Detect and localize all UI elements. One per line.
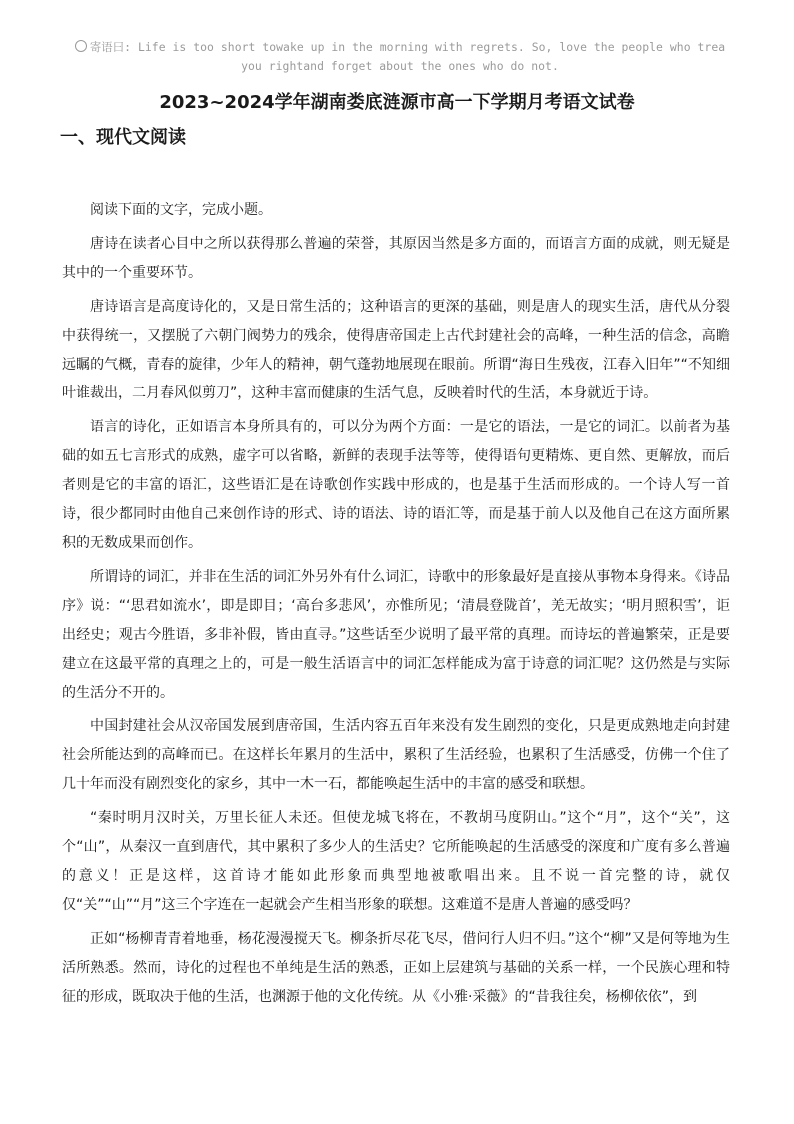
page-title: 2023~2024学年湖南娄底涟源市高一下学期月考语文试卷 xyxy=(159,92,635,113)
paragraph: “秦时明月汉时关，万里长征人未还。但使龙城飞将在，不教胡马度阴山。”这个“月”，这个“关”，这个“山”，从秦汉一直到唐代，其中累积了多少人的生活史？它所能唤起的生活感受的深度和广度有多么普遍的意义！正是这样，这首诗才能如此形象而典型地被歌唱出来。且不说一首完整的诗，就仅仅“关”“山”“月”这三个字连在一起就会产生相当形象的联想。这难道不是唐人普遍的感受吗？ xyxy=(62,810,730,913)
paragraph: 语言的诗化，正如语言本身所具有的，可以分为两个方面：一是它的语法，一是它的词汇。以前者为基础的如五七言形式的成熟，虚字可以省略，新鲜的表现手法等等，使得语句更精炼、更自然、更解放，而后者则是它的丰富的语汇，这些语汇是在诗歌创作实践中形成的，也是基于生活而形成的。一个诗人写一首诗，很少都同时由他自己来创作诗的形式、诗的语法、诗的语汇等，而是基于前人以及他自己在这方面所累积的无数成果而创作。 xyxy=(62,419,730,551)
paragraph: 唐诗在读者心目中之所以获得那么普遍的荣誉，其原因当然是多方面的，而语言方面的成就，则无疑是其中的一个重要环节。 xyxy=(62,235,730,281)
header-quote-line1 xyxy=(40,38,760,57)
paragraph: 正如“杨柳青青着地垂，杨花漫漫搅天飞。柳条折尽花飞尽，借问行人归不归。”这个“柳”又是何等地为生活所熟悉。然而，诗化的过程也不单纯是生活的熟悉，正如上层建筑与基础的关系一样，一个民族心理和特征的形成，既取决于他的生活，也渊源于他的文化传统。从《小雅·采薇》的“昔我往矣，杨柳依依”，到 xyxy=(62,930,730,1005)
paragraph: 唐诗语言是高度诗化的，又是日常生活的；这种语言的更深的基础，则是唐人的现实生活，唐代从分裂中获得统一，又摆脱了六朝门阀势力的残余，使得唐帝国走上古代封建社会的高峰，一种生活的信念，高瞻远瞩的气概，青春的旋律，少年人的精神，朝气蓬勃地展现在眼前。所谓“海日生残夜，江春入旧年”“不知细叶谁裁出，二月春风似剪刀”，这种丰富而健康的生活气息，反映着时代的生活，本身就近于诗。 xyxy=(62,298,730,402)
smile-icon xyxy=(75,40,87,52)
paragraph: 中国封建社会从汉帝国发展到唐帝国，生活内容五百年来没有发生剧烈的变化，只是更成熟地走向封建社会所能达到的高峰而已。在这样长年累月的生活中，累积了生活经验，也累积了生活感受，仿佛一个住了几十年而没有剧烈变化的家乡，其中一木一石，都能唤起生活中的丰富的感受和联想。 xyxy=(62,718,730,793)
header-quote-line2: you rightand forget about the ones who do not. xyxy=(241,59,559,73)
section-heading: 一、现代文阅读 xyxy=(60,127,186,148)
header-quote xyxy=(40,38,760,76)
reading-passage xyxy=(62,196,730,1016)
paragraph: 所谓诗的词汇，并非在生活的词汇外另外有什么词汇，诗歌中的形象最好是直接从事物本身得来。《诗品序》说：“‘思君如流水’，即是即目；‘高台多悲风’，亦惟所见；‘清晨登陇首’，羌无故实；‘明月照积雪’，讵出经史；观古今胜语，多非补假，皆由直寻。”这些话至少说明了最平常的真理。而诗坛的普遍繁荣，正是要建立在这最平常的真理之上的，可是一般生活语言中的词汇怎样能成为富于诗意的词汇呢？这仍然是与实际的生活分不开的。 xyxy=(62,568,730,701)
header-quote-text1: 寄语曰: Life is too short towake up in the morning with regrets. So, love the people who trea xyxy=(89,40,726,54)
paragraph: 阅读下面的文字，完成小题。 xyxy=(90,202,272,218)
